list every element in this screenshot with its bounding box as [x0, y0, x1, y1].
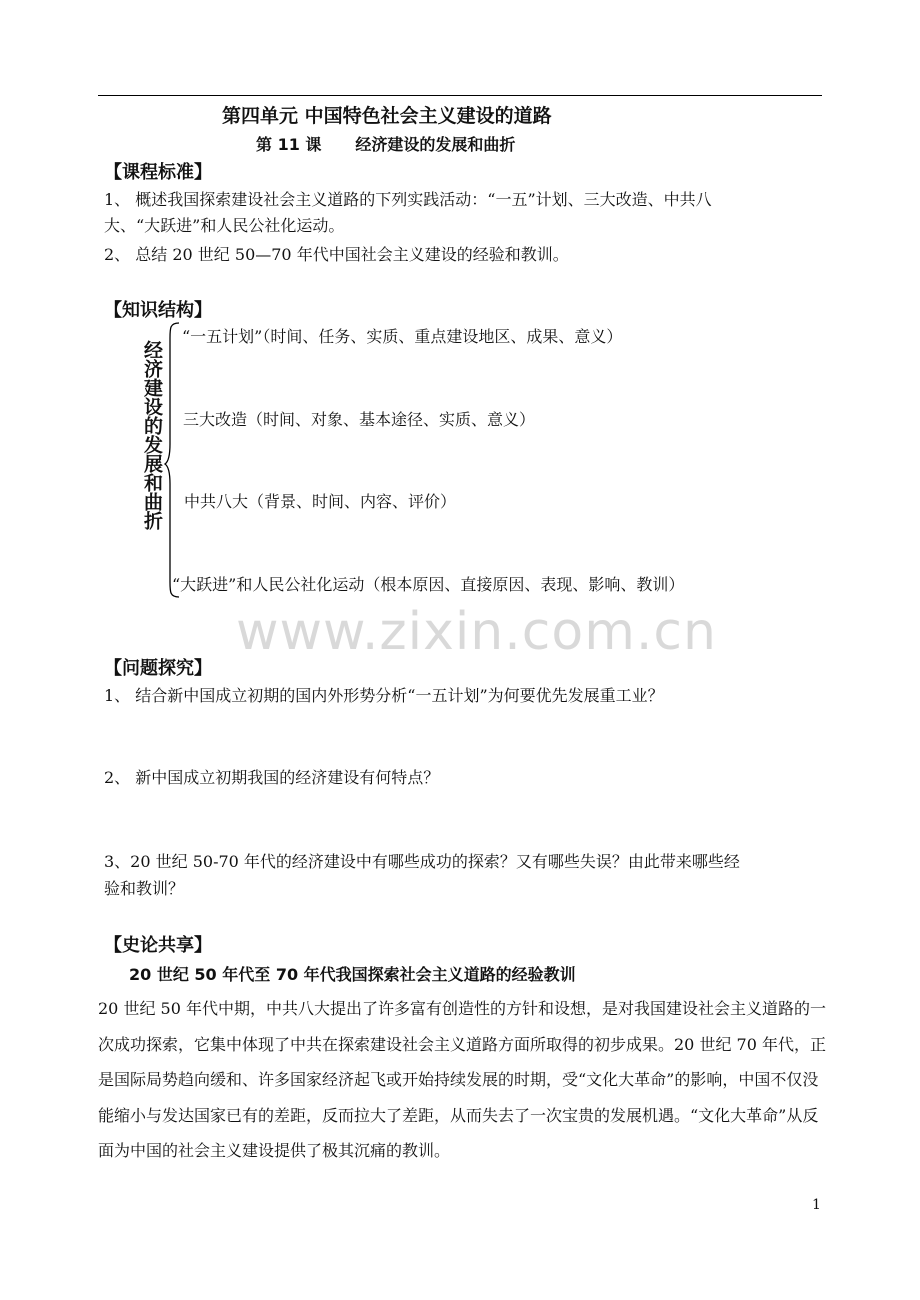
inquiry-question-3-cont: 验和教训？ [104, 879, 185, 898]
structure-root-label: 经济建设的发展和曲折 [141, 340, 163, 530]
curriculum-item-1-cont: 大、“大跃进”和人民公社化运动。 [104, 216, 345, 235]
curly-brace [164, 322, 180, 598]
curriculum-item-2: 2、 总结 20 世纪 50—70 年代中国社会主义建设的经验和教训。 [104, 245, 569, 264]
lesson-title [256, 132, 515, 155]
lesson-name: 经济建设的发展和曲折 [355, 135, 516, 154]
history-subheading: 20 世纪 50 年代至 70 年代我国探索社会主义道路的经验教训 [129, 965, 576, 984]
inquiry-heading: 【问题探究】 [104, 658, 212, 679]
inquiry-question-1: 1、 结合新中国成立初期的国内外形势分析“一五计划”为何要优先发展重工业？ [104, 686, 664, 705]
unit-title: 第四单元 中国特色社会主义建设的道路 [222, 105, 552, 127]
inquiry-question-2: 2、 新中国成立初期我国的经济建设有何特点？ [104, 768, 440, 787]
lesson-label: 第 11 课 [256, 135, 322, 154]
header-rule [98, 95, 822, 96]
inquiry-question-3: 3、20 世纪 50-70 年代的经济建设中有哪些成功的探索？又有哪些失误？由此带来哪些经 [104, 852, 740, 871]
curriculum-heading: 【课程标准】 [104, 162, 212, 183]
branch-first-five-year-plan: “一五计划”（时间、任务、实质、重点建设地区、成果、意义） [182, 327, 623, 346]
branch-three-transformations: 三大改造（时间、对象、基本途径、实质、意义） [183, 410, 536, 429]
curriculum-item-1: 1、 概述我国探索建设社会主义道路的下列实践活动：“一五”计划、三大改造、中共八 [104, 190, 712, 209]
branch-great-leap-forward: “大跃进”和人民公社化运动（根本原因、直接原因、表现、影响、教训） [172, 575, 685, 594]
watermark: www.zixin.com.cn [236, 602, 717, 662]
history-heading: 【史论共享】 [104, 935, 212, 956]
branch-eighth-congress: 中共八大（背景、时间、内容、评价） [184, 492, 457, 511]
history-paragraph: 20 世纪 50 年代中期，中共八大提出了许多富有创造性的方针和设想，是对我国建设社会主义道路的一次成功探索，它集中体现了中共在探索建设社会主义道路方面所取得的初步成果。20 世纪 70 年代，正是国际局势趋向缓和、许多国家经济起飞或开始持续发展的时期，受“文化大革命”的影响，中国不仅没能缩小与发达国家已有的差距，反而拉大了差距，从而失去了一次宝贵的发展机遇。“文化大革命”从反面为中国的社会主义建设提供了极其沉痛的教训。 [98, 999, 826, 1160]
knowledge-heading: 【知识结构】 [104, 300, 212, 321]
page-number: 1 [812, 1197, 821, 1213]
